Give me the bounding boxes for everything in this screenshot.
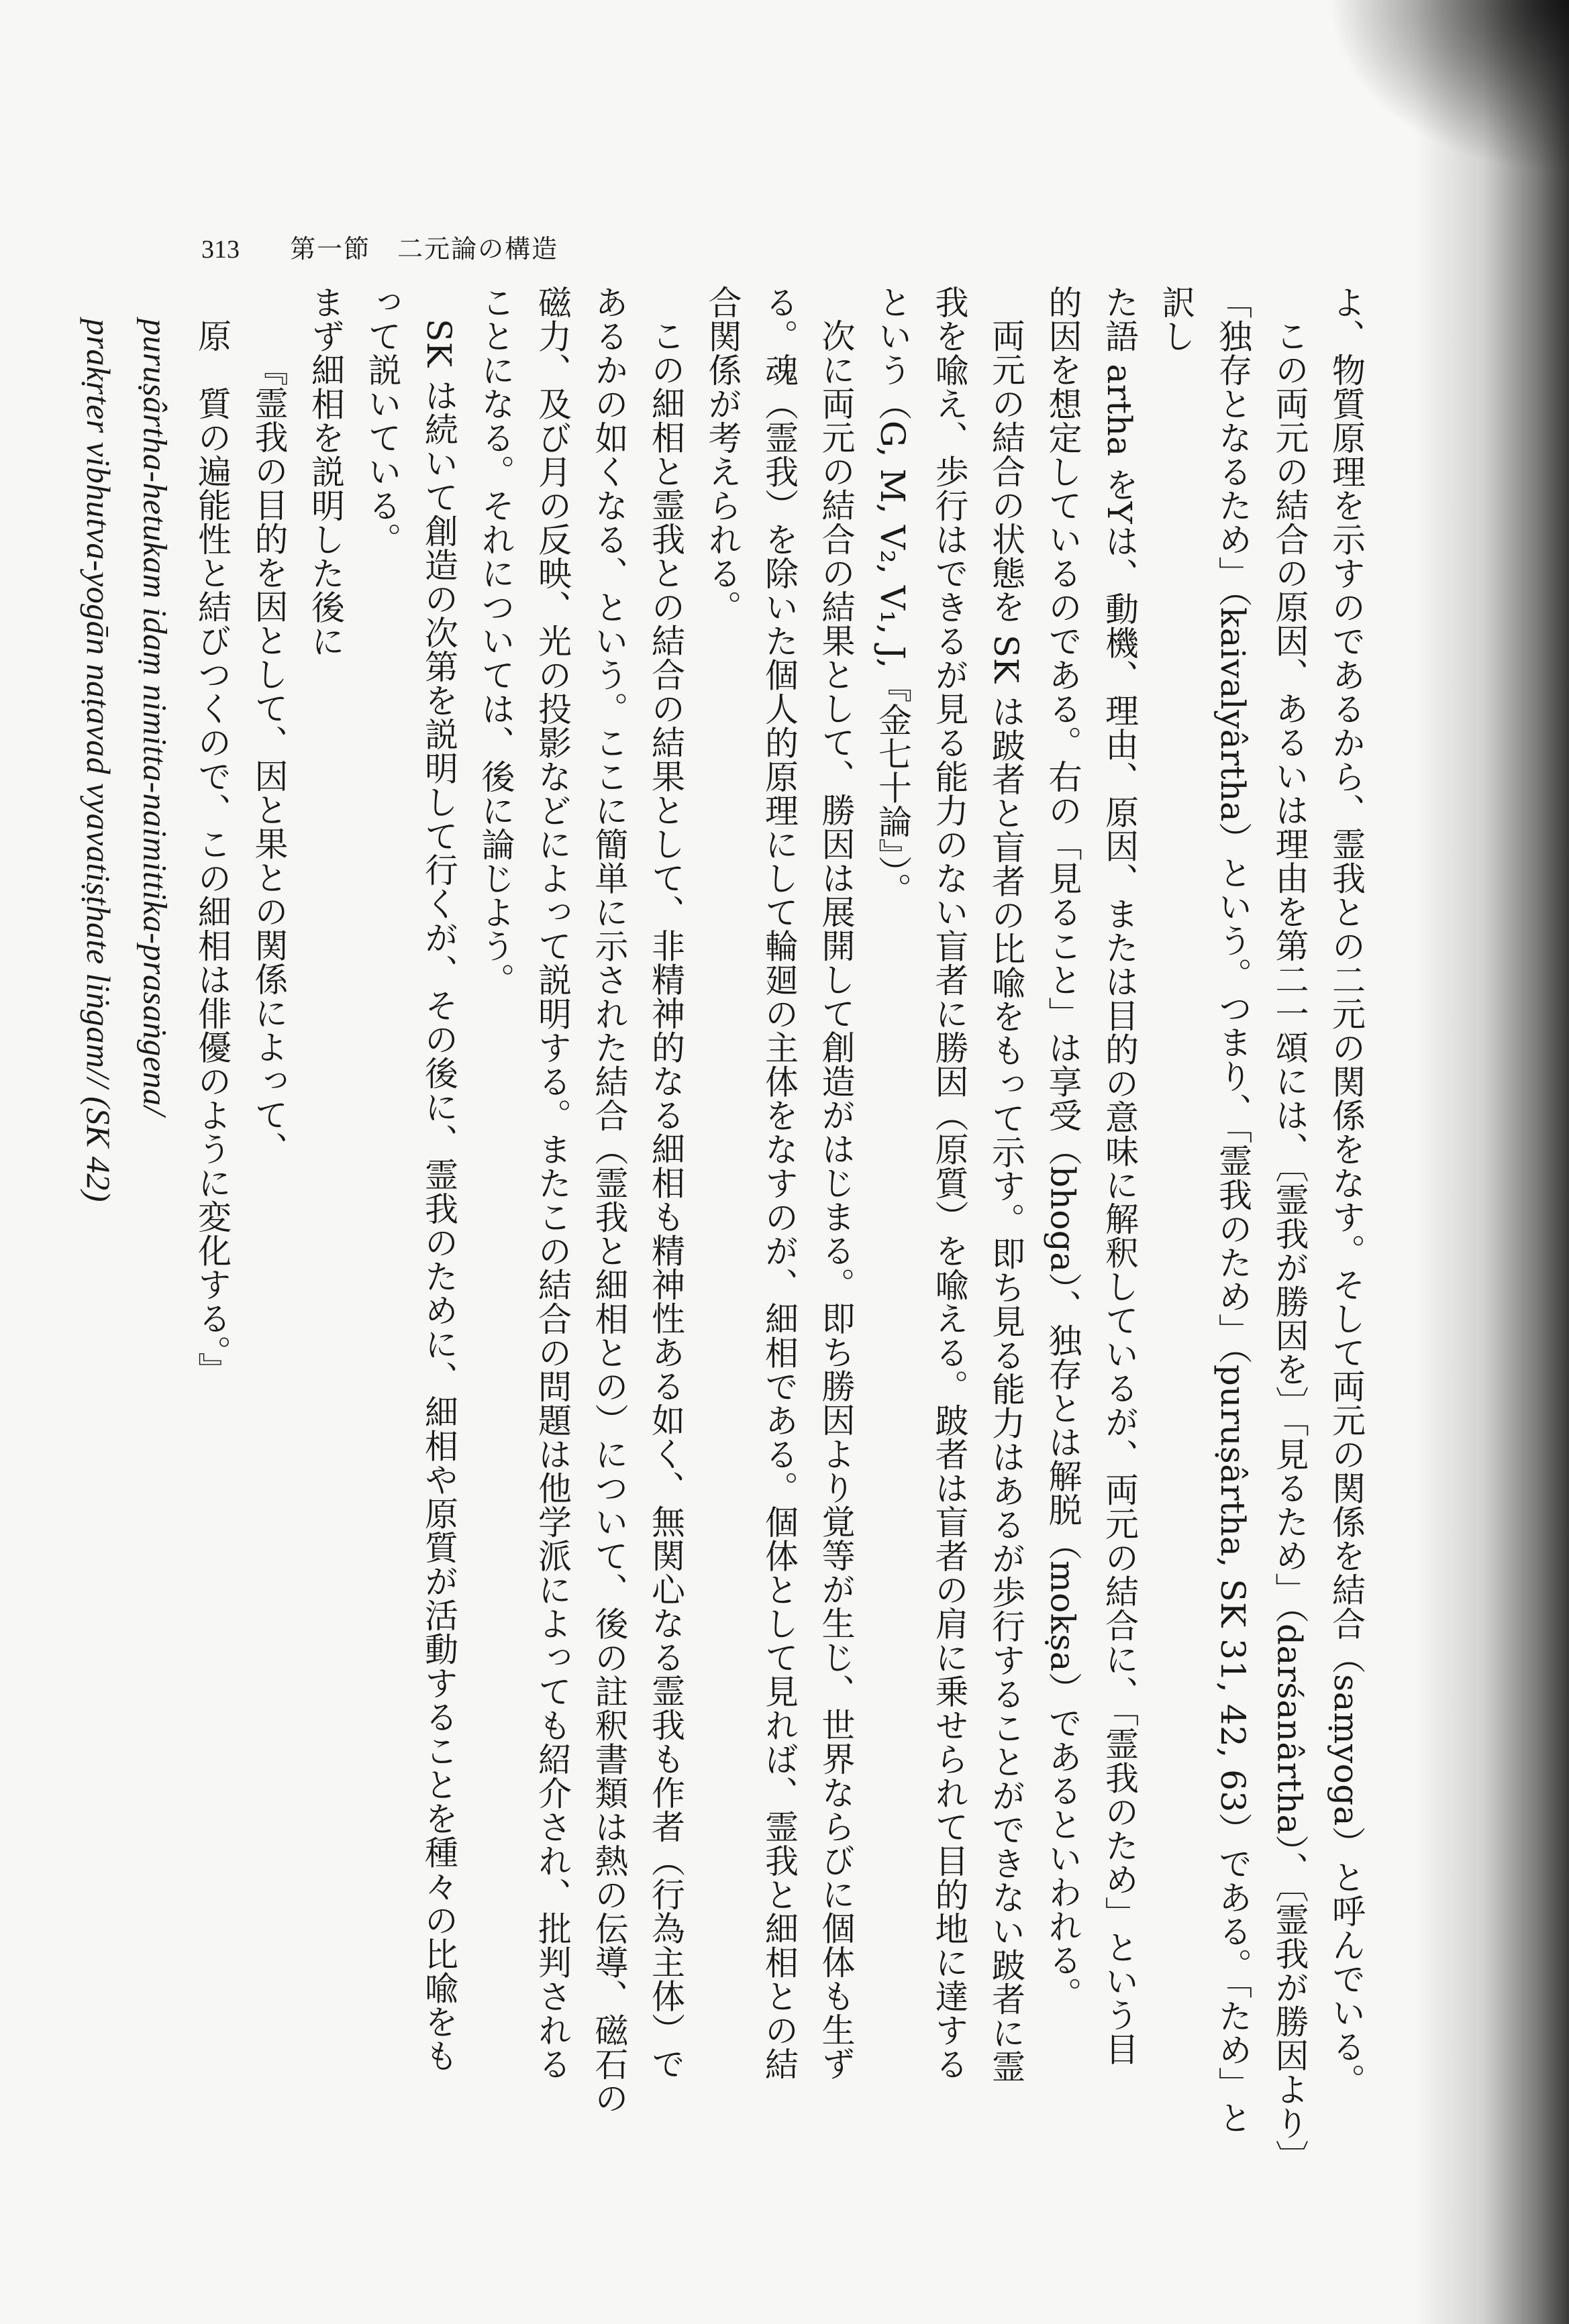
text-line: よ、物質原理を示すのであるから、霊我との二元の関係をなす。そして両元の関係を結合（saṃyoga）と呼んでいる。 bbox=[1327, 285, 1366, 2098]
text-line: 合関係が考えられる。 bbox=[703, 285, 742, 624]
text-line: この細相と霊我との結合の結果として、非精神的なる細相も精神性ある如く、無関心なる霊我も作者（行為主体）で bbox=[646, 319, 685, 2080]
section-title: 第一節 二元論の構造 bbox=[290, 234, 559, 264]
text-line: 次に両元の結合の結果として、勝因は展開して創造がはじまる。即ち勝因より覚等が生じ、世界ならびに個体も生ず bbox=[816, 319, 856, 2080]
text-line: あるかの如くなる、という。ここに簡単に示された結合（霊我と細相との）について、後の註釈書類は熱の伝導、磁石の bbox=[589, 285, 629, 2115]
text-line: って説いている。 bbox=[362, 285, 402, 556]
text-line: まず細相を説明した後に bbox=[306, 285, 345, 658]
text-line: ことになる。それについては、後に論じよう。 bbox=[476, 285, 515, 997]
verse-line: 原 質の遍能性と結びつくので、この細相は俳優のように変化する。』 bbox=[193, 319, 232, 1386]
page-number: 313 bbox=[201, 235, 240, 264]
text-line: という（G, M, V₂, V₁, J,『金七十論』）。 bbox=[873, 285, 912, 906]
vertical-body-text bbox=[70, 285, 1375, 2174]
text-line: た語 artha をYは、動機、理由、原因、または目的の意味に解釈しているが、両元の結合に、「霊我のため」という目 bbox=[1100, 285, 1139, 2066]
text-line: 我を喩え、歩行はできるが見る能力のない盲者に勝因（原質）を喩える。跛者は盲者の肩に乗せられて目的地に達する bbox=[929, 285, 969, 2081]
scan-edge-shadow bbox=[1415, 0, 1569, 2324]
text-line: 「独存となるため」（kaivalyârtha）という。つまり、「霊我のため」（puruṣârtha, SK 31, 42, 63）である。「ため」と訳し bbox=[1156, 285, 1252, 2135]
text-line: 両元の結合の状態を SK は跛者と盲者の比喩をもって示す。即ち見る能力はあるが歩行することができない跛者に霊 bbox=[986, 319, 1025, 2084]
verse-line: 『霊我の目的を因として、因と果との関係によって、 bbox=[249, 352, 289, 1165]
scan-corner-shadow bbox=[1327, 0, 1569, 174]
sanskrit-line: puruṣârtha-hetukam idaṃ nimitta-naimittika-prasaṅgena/ bbox=[136, 319, 174, 1116]
running-header bbox=[201, 228, 805, 268]
text-line: 磁力、及び月の反映、光の投影などによって説明する。またこの結合の問題は他学派によっても紹介され、批判される bbox=[533, 285, 572, 2081]
text-line: SK は続いて創造の次第を説明して行くが、その後に、霊我のために、細相や原質が活動することを種々の比喩をも bbox=[419, 319, 458, 2072]
text-line: る。魂（霊我）を除いた個人的原理にして輪廻の主体をなすのが、細相である。個体として見れば、霊我と細相との結 bbox=[760, 285, 799, 2081]
text-line: 的因を想定しているのである。右の「見ること」は享受（bhoga）、独存とは解脱（mokṣa）であるといわれる。 bbox=[1043, 285, 1082, 2011]
text-line: この両元の結合の原因、あるいは理由を第二一頌には、〔霊我が勝因を〕「見るため」（darśanârtha）、〔霊我が勝因より〕 bbox=[1270, 319, 1309, 2174]
sanskrit-line: prakṛter vibhutva-yogān naṭavad vyavatiṣṭhate liṅgam// (SK 42) bbox=[80, 319, 117, 1202]
